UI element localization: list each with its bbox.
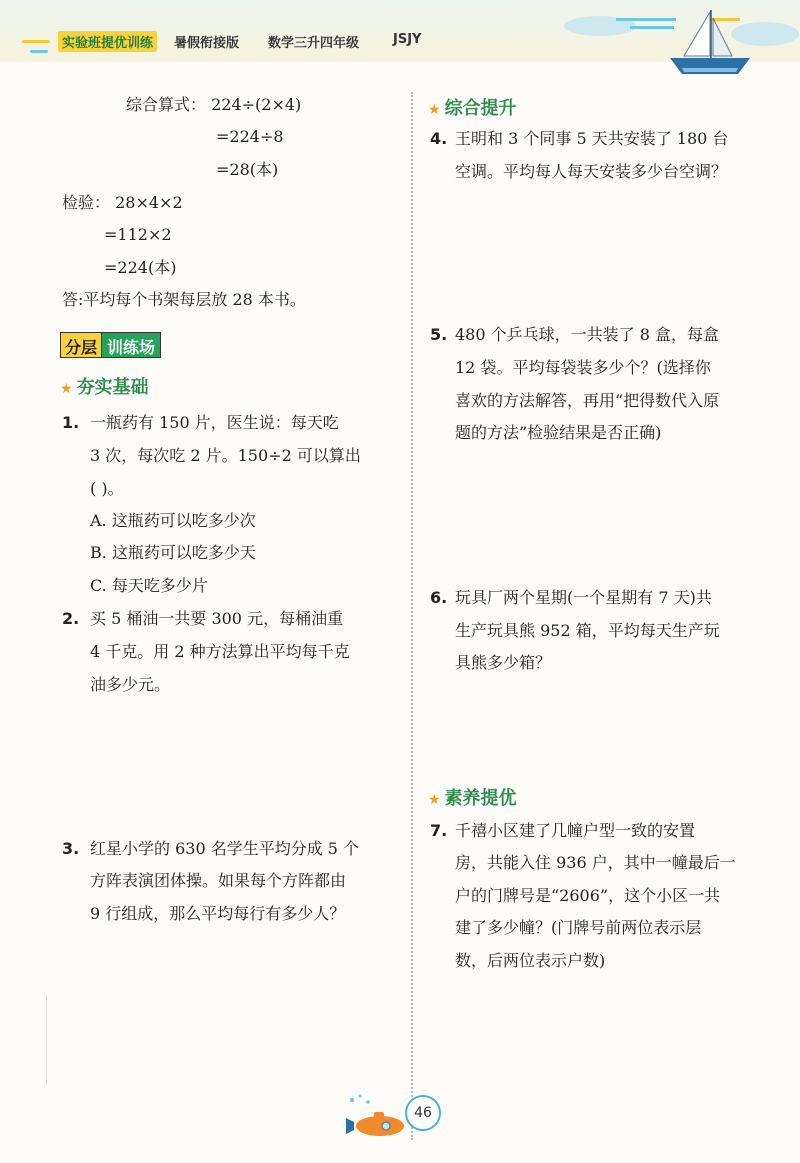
question-number: 6.	[430, 588, 448, 607]
column-divider	[411, 92, 413, 1140]
q5-line: 480 个乒乓球，一共装了 8 盒，每盒	[455, 325, 719, 344]
q5-line: 12 袋。平均每袋装多少个？(选择你	[455, 358, 711, 377]
section-label: 夯实基础	[76, 377, 149, 398]
page-number: 46	[405, 1095, 441, 1131]
q1-option-c: C. 每天吃多少片	[90, 576, 208, 595]
page-header	[0, 0, 800, 62]
answer-line: 答:平均每个书架每层放 28 本书。	[62, 290, 306, 309]
margin-line	[46, 995, 47, 1085]
q3-line: 9 行组成，那么平均每行有多少人？	[90, 904, 346, 923]
q7-line: 数，后两位表示户数)	[455, 951, 606, 970]
question-number: 7.	[430, 821, 448, 840]
q6-line: 生产玩具熊 952 箱，平均每天生产玩	[455, 621, 720, 640]
section-label: 综合提升	[444, 98, 517, 119]
calc-line-2: =224÷8	[216, 127, 284, 146]
q1-line: 3 次，每次吃 2 片。150÷2 可以算出	[90, 446, 361, 465]
book-code: JSJY	[393, 32, 422, 47]
star-icon: ★	[428, 792, 441, 808]
question-number: 3.	[62, 839, 80, 858]
question-number: 2.	[62, 609, 80, 628]
check-line-3: =224(本)	[104, 258, 177, 277]
q1-option-b: B. 这瓶药可以吃多少天	[90, 543, 256, 562]
q1-option-a: A. 这瓶药可以吃多少次	[90, 511, 256, 530]
q6-line: 具熊多少箱？	[455, 653, 552, 672]
q7-line: 建了多少幢？(门牌号前两位表示层	[455, 918, 702, 937]
section-label: 素养提优	[444, 788, 517, 809]
book-subject: 数学三升四年级	[268, 36, 360, 51]
section-heading-basic	[60, 373, 149, 399]
q5-line: 题的方法”检验结果是否正确)	[455, 423, 662, 442]
question-number: 4.	[430, 129, 448, 148]
check-line-2: =112×2	[104, 225, 172, 244]
q7-line: 户的门牌号是“2606”，这个小区一共	[455, 886, 721, 905]
submarine-icon	[340, 1092, 410, 1140]
q4-line: 王明和 3 个同事 5 天共安装了 180 台	[455, 129, 729, 148]
decor-dash	[22, 40, 50, 43]
star-icon: ★	[428, 102, 441, 118]
calc-line-3: =28(本)	[216, 160, 279, 179]
section-banner	[60, 332, 161, 358]
check-line-1: 检验： 28×4×2	[62, 193, 183, 212]
q2-line: 4 千克。用 2 种方法算出平均每千克	[90, 642, 350, 661]
section-heading-literacy	[428, 784, 517, 810]
q4-line: 空调。平均每人每天安装多少台空调？	[455, 162, 728, 181]
question-number: 5.	[430, 325, 448, 344]
book-edition: 暑假衔接版	[174, 36, 240, 51]
q3-line: 方阵表演团体操。如果每个方阵都由	[90, 871, 347, 890]
q7-line: 房，共能入住 936 户，其中一幢最后一	[455, 853, 736, 872]
q5-line: 喜欢的方法解答，再用“把得数代入原	[455, 391, 720, 410]
book-brand: 实验班提优训练	[58, 31, 157, 52]
q2-line: 油多少元。	[90, 675, 171, 694]
question-number: 1.	[62, 413, 80, 432]
q2-line: 买 5 桶油一共要 300 元，每桶油重	[90, 609, 344, 628]
calc-line-1: 综合算式： 224÷(2×4)	[126, 95, 302, 114]
star-icon: ★	[60, 381, 73, 397]
banner-part-a: 分层	[60, 332, 102, 358]
q7-line: 千禧小区建了几幢户型一致的安置	[455, 821, 696, 840]
q3-line: 红星小学的 630 名学生平均分成 5 个	[90, 839, 360, 858]
sailboat-icon	[560, 4, 800, 76]
q1-line: ( )。	[90, 479, 124, 498]
decor-dash	[30, 50, 48, 53]
section-heading-comprehensive	[428, 94, 517, 120]
q1-line: 一瓶药有 150 片，医生说：每天吃	[90, 413, 339, 432]
q6-line: 玩具厂两个星期(一个星期有 7 天)共	[455, 588, 712, 607]
banner-part-b: 训练场	[102, 332, 161, 358]
